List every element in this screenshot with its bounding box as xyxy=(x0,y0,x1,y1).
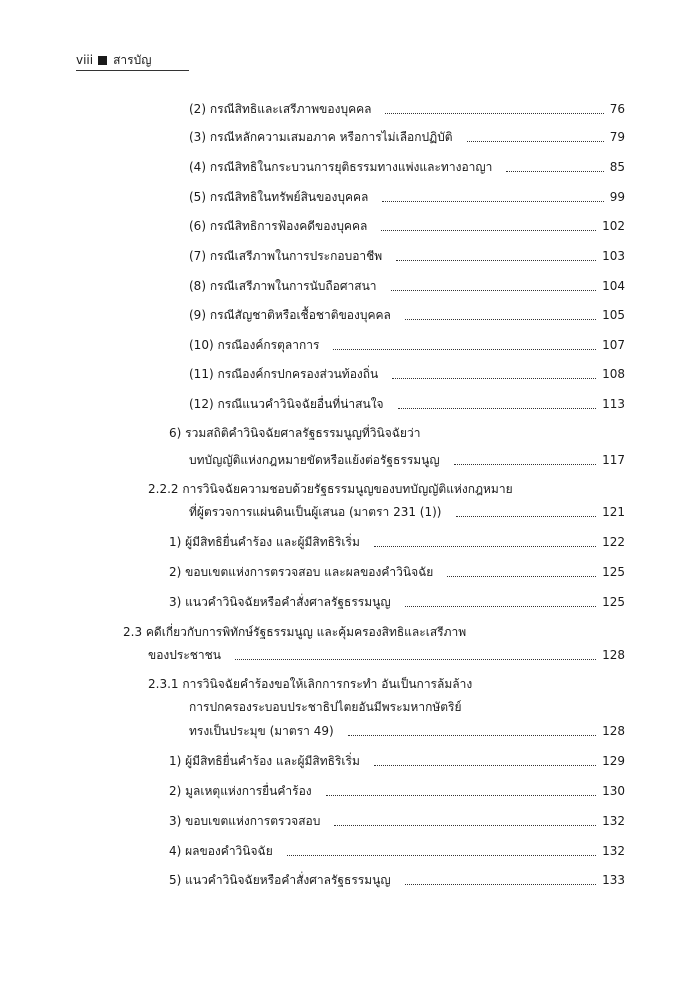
toc-entry-label: 5) แนวคำวินิจฉัยหรือคำสั่งศาลรัฐธรรมนูญ xyxy=(169,873,391,887)
toc-entry xyxy=(189,276,625,296)
toc-entry xyxy=(189,450,625,470)
toc-entry-page: 130 xyxy=(602,784,625,798)
dot-leader xyxy=(287,855,596,856)
toc-entry-page: 122 xyxy=(602,535,625,549)
dot-leader xyxy=(405,606,597,607)
toc-entry-label: 1) ผู้มีสิทธิยื่นคำร้อง และผู้มีสิทธิริเริ่ม xyxy=(169,754,360,768)
toc-entry xyxy=(169,751,625,771)
dot-leader xyxy=(334,825,596,826)
toc-entry xyxy=(189,305,625,325)
toc-entry-line: 6) รวมสถิติคำวินิจฉัยศาลรัฐธรรมนูญที่วินิจฉัยว่า xyxy=(169,426,421,440)
toc-entry xyxy=(169,870,625,890)
dot-leader xyxy=(506,171,603,172)
page-number: viii xyxy=(76,53,94,67)
toc-entry-label: (2) กรณีสิทธิและเสรีภาพของบุคคล xyxy=(189,102,372,116)
toc-entry xyxy=(189,187,625,207)
square-bullet-icon xyxy=(98,56,107,65)
toc-entry-page: 113 xyxy=(602,397,625,411)
toc-entry-label: 3) ขอบเขตแห่งการตรวจสอบ xyxy=(169,814,321,828)
dot-leader xyxy=(348,735,596,736)
section-heading-line: การปกครองระบอบประชาธิปไตยอันมีพระมหากษัตริย์ xyxy=(189,700,462,714)
section-heading-line: 2.3.1 การวินิจฉัยคำร้องขอให้เลิกการกระทำ อันเป็นการล้มล้าง xyxy=(148,677,473,691)
dot-leader xyxy=(333,349,596,350)
toc-entry-page: 125 xyxy=(602,565,625,579)
toc-entry-page: 79 xyxy=(609,130,625,144)
section-heading-line: 2.2.2 การวินิจฉัยความชอบด้วยรัฐธรรมนูญของบทบัญญัติแห่งกฎหมาย xyxy=(148,482,513,496)
dot-leader xyxy=(398,408,597,409)
toc-entry-label: 1) ผู้มีสิทธิยื่นคำร้อง และผู้มีสิทธิริเริ่ม xyxy=(169,535,360,549)
dot-leader xyxy=(385,113,603,114)
toc-entry-label: (10) กรณีองค์กรตุลาการ xyxy=(189,338,320,352)
dot-leader xyxy=(467,141,604,142)
toc-entry-label: (4) กรณีสิทธิในกระบวนการยุติธรรมทางแพ่งและทางอาญา xyxy=(189,160,493,174)
toc-entry-page: 121 xyxy=(602,505,625,519)
toc-entry-label: (9) กรณีสัญชาติหรือเชื้อชาติของบุคคล xyxy=(189,308,391,322)
dot-leader xyxy=(382,201,603,202)
dot-leader xyxy=(396,260,596,261)
toc-entry xyxy=(189,364,625,384)
toc-entry-page: 117 xyxy=(602,453,625,467)
toc-entry-page: 105 xyxy=(602,308,625,322)
toc-entry-label: 4) ผลของคำวินิจฉัย xyxy=(169,844,273,858)
dot-leader xyxy=(374,765,596,766)
toc-entry-page: 132 xyxy=(602,814,625,828)
toc-entry-label: บทบัญญัติแห่งกฎหมายขัดหรือแย้งต่อรัฐธรรมนูญ xyxy=(189,453,440,467)
toc-entry-page: 108 xyxy=(602,367,625,381)
toc-entry xyxy=(169,811,625,831)
toc-entry-page: 102 xyxy=(602,219,625,233)
dot-leader xyxy=(454,464,596,465)
toc-entry xyxy=(169,532,625,552)
toc-entry-label: 2) มูลเหตุแห่งการยื่นคำร้อง xyxy=(169,784,312,798)
toc-entry xyxy=(169,562,625,582)
section-heading-line: 2.3 คดีเกี่ยวกับการพิทักษ์รัฐธรรมนูญ และคุ้มครองสิทธิและเสรีภาพ xyxy=(123,625,467,639)
toc-entry-page: 103 xyxy=(602,249,625,263)
toc-entry xyxy=(148,645,625,665)
toc-entry-page: 125 xyxy=(602,595,625,609)
toc-entry-label: (3) กรณีหลักความเสมอภาค หรือการไม่เลือกปฏิบัติ xyxy=(189,130,453,144)
toc-entry-label: (12) กรณีแนวคำวินิจฉัยอื่นที่น่าสนใจ xyxy=(189,397,384,411)
toc-entry xyxy=(189,99,625,119)
dot-leader xyxy=(447,576,596,577)
toc-entry xyxy=(189,721,625,741)
dot-leader xyxy=(456,516,597,517)
dot-leader xyxy=(326,795,596,796)
toc-entry xyxy=(169,781,625,801)
toc-entry-page: 107 xyxy=(602,338,625,352)
toc-entry-page: 128 xyxy=(602,724,625,738)
toc-entry-label: (8) กรณีเสรีภาพในการนับถือศาสนา xyxy=(189,279,377,293)
toc-entry-label: 3) แนวคำวินิจฉัยหรือคำสั่งศาลรัฐธรรมนูญ xyxy=(169,595,391,609)
toc-entry-page: 76 xyxy=(609,102,625,116)
toc-entry-page: 129 xyxy=(602,754,625,768)
dot-leader xyxy=(381,230,596,231)
toc-entry-label: (5) กรณีสิทธิในทรัพย์สินของบุคคล xyxy=(189,190,369,204)
toc-entry xyxy=(189,157,625,177)
toc-entry xyxy=(189,216,625,236)
dot-leader xyxy=(391,290,597,291)
dot-leader xyxy=(235,659,596,660)
toc-entry-label: (11) กรณีองค์กรปกครองส่วนท้องถิ่น xyxy=(189,367,379,381)
toc-entry xyxy=(189,127,625,147)
toc-entry xyxy=(169,841,625,861)
toc-entry-label: 2) ขอบเขตแห่งการตรวจสอบ และผลของคำวินิจฉัย xyxy=(169,565,434,579)
toc-entry-label: ที่ผู้ตรวจการแผ่นดินเป็นผู้เสนอ (มาตรา 231 (1)) xyxy=(189,505,442,519)
dot-leader xyxy=(374,546,596,547)
toc-entry-label: (6) กรณีสิทธิการฟ้องคดีของบุคคล xyxy=(189,219,368,233)
page-header xyxy=(76,50,189,71)
dot-leader xyxy=(405,319,596,320)
toc-entry-label: (7) กรณีเสรีภาพในการประกอบอาชีพ xyxy=(189,249,383,263)
toc-entry-page: 85 xyxy=(609,160,625,174)
toc-entry-page: 132 xyxy=(602,844,625,858)
dot-leader xyxy=(405,884,597,885)
toc-entry-page: 99 xyxy=(609,190,625,204)
toc-entry xyxy=(189,335,625,355)
page-title: สารบัญ xyxy=(113,53,152,67)
dot-leader xyxy=(392,378,596,379)
toc-entry xyxy=(189,246,625,266)
toc-entry-page: 104 xyxy=(602,279,625,293)
toc-entry xyxy=(169,592,625,612)
toc-entry-label: ของประชาชน xyxy=(148,648,222,662)
toc-entry-page: 133 xyxy=(602,873,625,887)
toc-entry-label: ทรงเป็นประมุข (มาตรา 49) xyxy=(189,724,334,738)
toc-entry-page: 128 xyxy=(602,648,625,662)
toc-entry xyxy=(189,502,625,522)
toc-entry xyxy=(189,394,625,414)
